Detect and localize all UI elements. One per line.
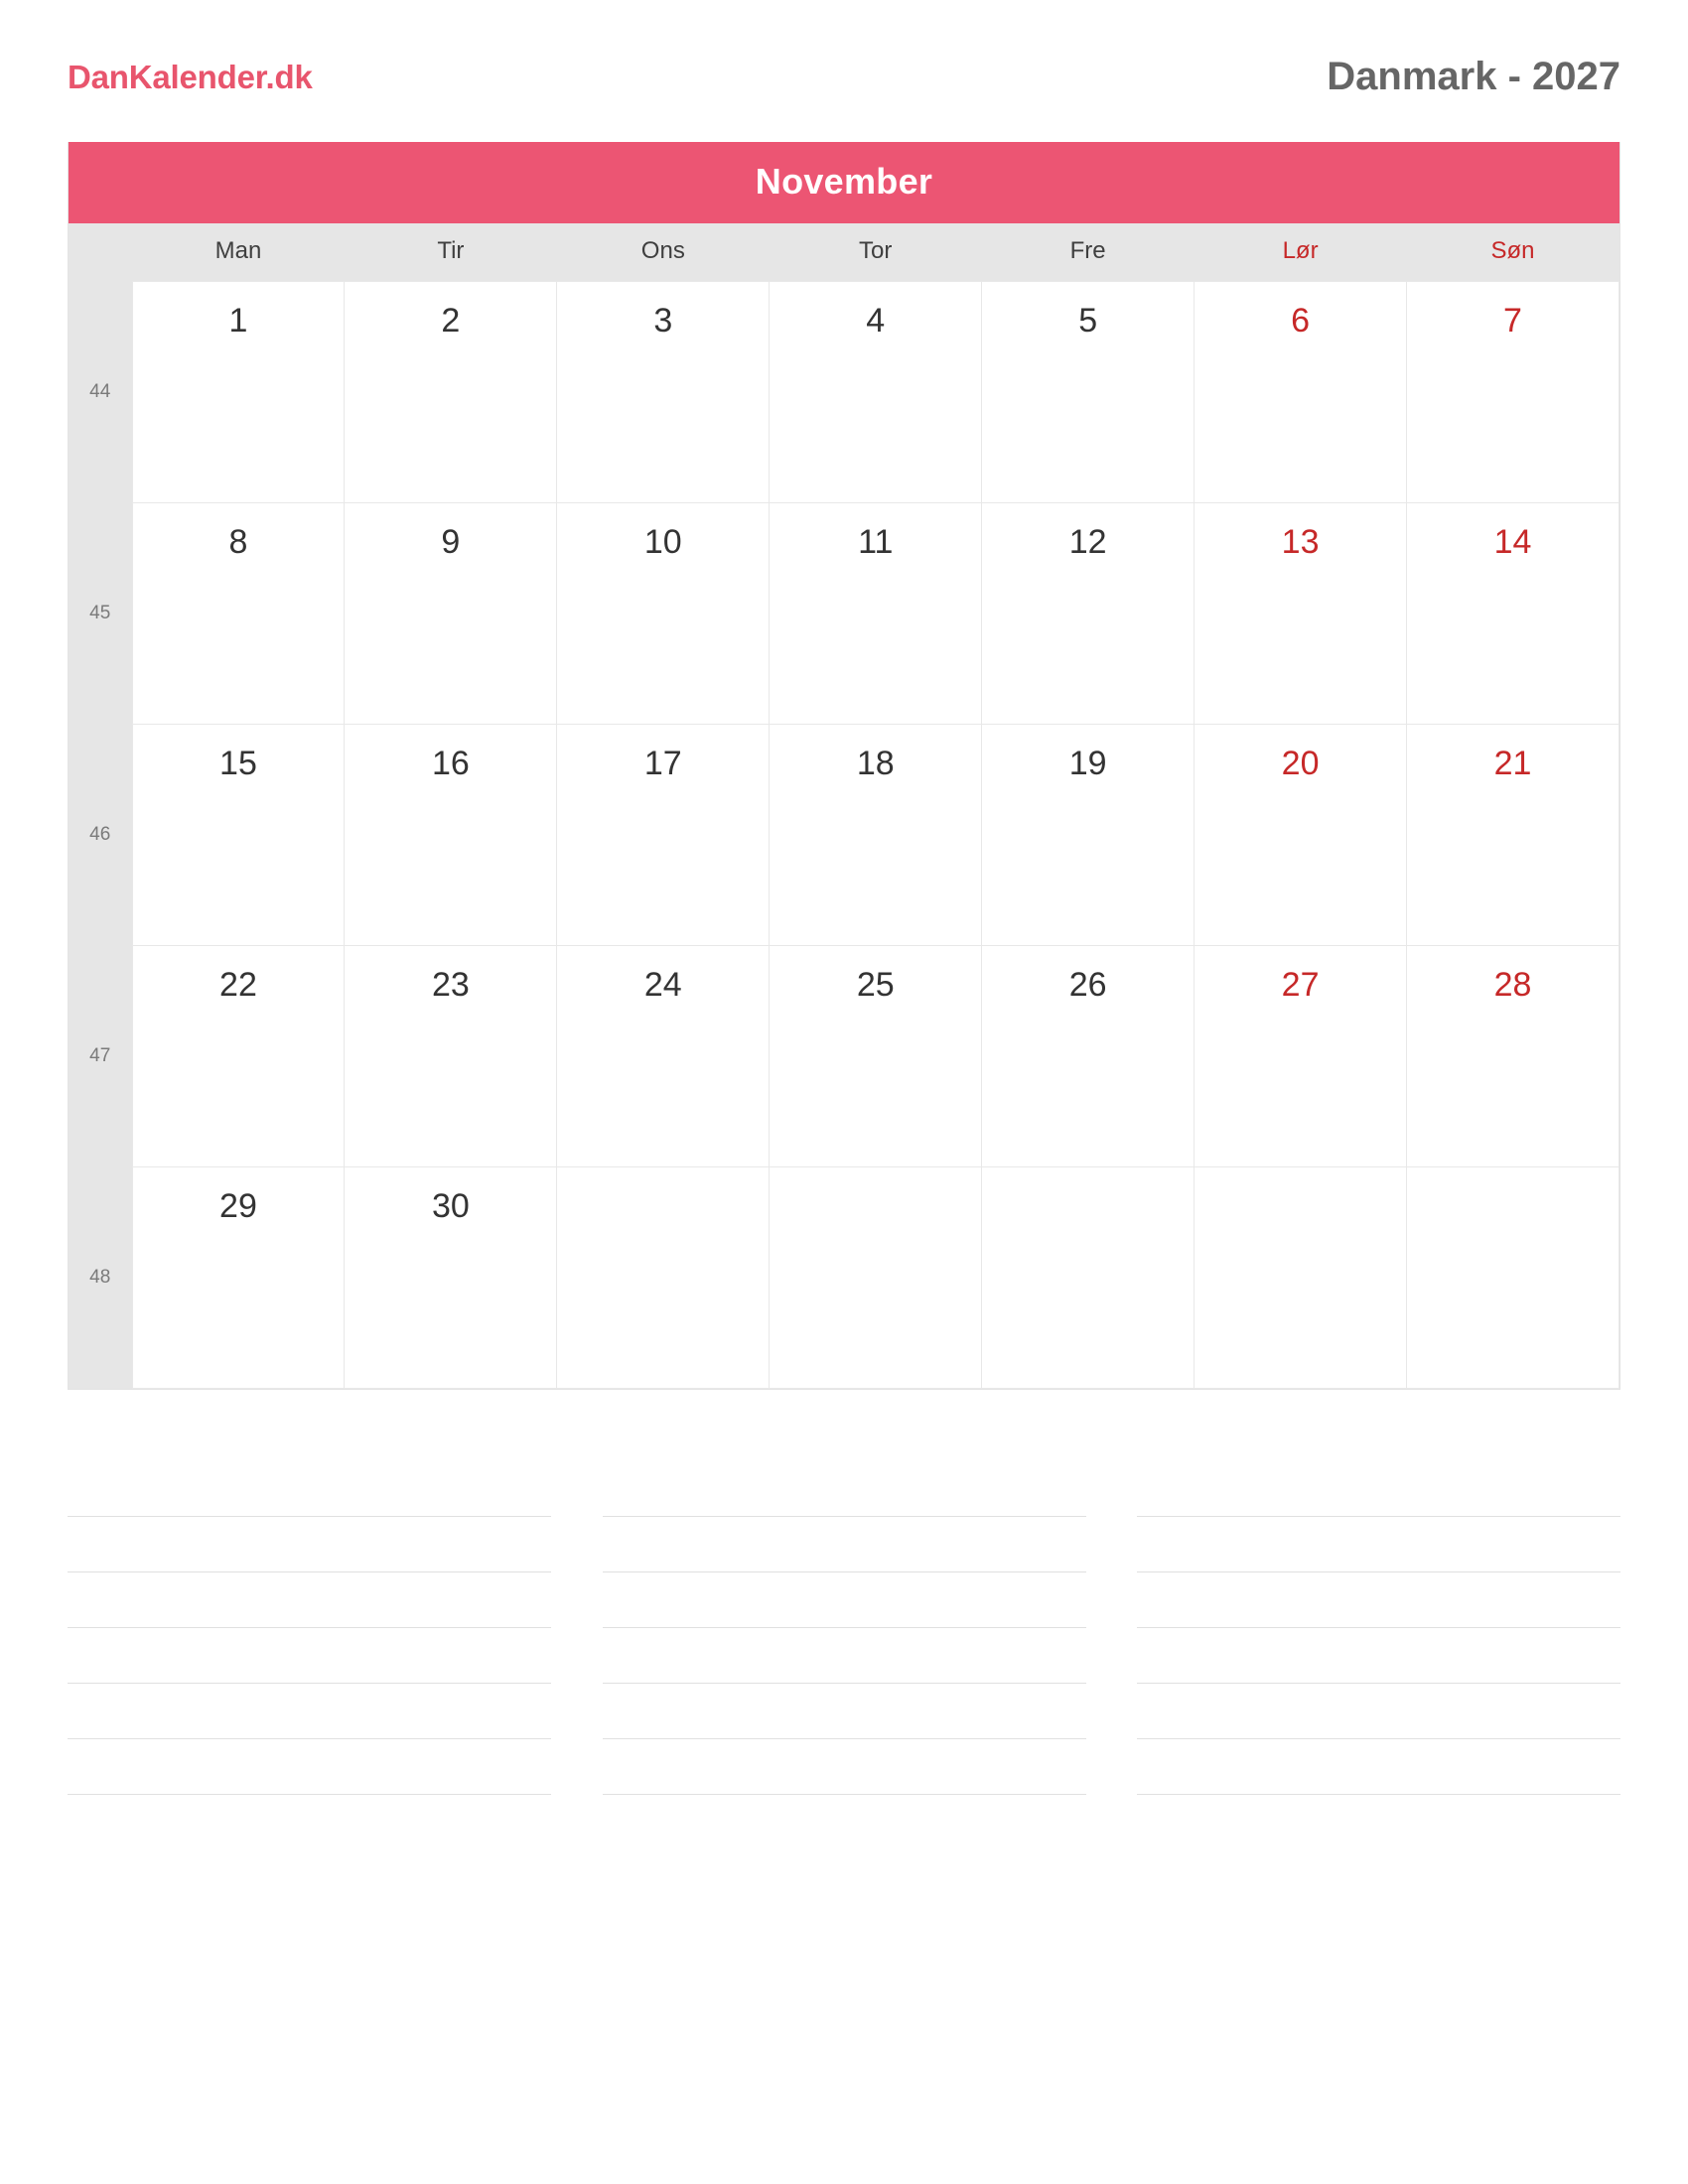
day-number: 13: [1281, 523, 1320, 561]
day-number: 2: [441, 302, 461, 340]
day-number: 18: [856, 745, 895, 782]
day-cell[interactable]: [1407, 282, 1619, 503]
calendar-week-row: [69, 503, 1619, 725]
calendar-table: [69, 223, 1619, 1389]
calendar-week-row: [69, 1167, 1619, 1389]
day-cell[interactable]: [982, 503, 1195, 725]
week-number: 46: [69, 725, 132, 946]
day-number: [1407, 1167, 1618, 1189]
week-number: 44: [69, 282, 132, 503]
day-cell[interactable]: [345, 1167, 557, 1389]
note-line[interactable]: [1137, 1461, 1620, 1517]
day-cell-empty: [557, 1167, 770, 1389]
weekday-header-lor: Lør: [1195, 223, 1407, 282]
notes-column-3: [1137, 1461, 1620, 1795]
weekday-header-row: [69, 223, 1619, 282]
day-number: 5: [1078, 302, 1098, 340]
weekday-header-fre: Fre: [982, 223, 1195, 282]
note-line[interactable]: [603, 1628, 1086, 1684]
day-cell[interactable]: [1195, 503, 1407, 725]
day-number: 12: [1068, 523, 1107, 561]
day-cell[interactable]: [770, 725, 982, 946]
day-number: 28: [1493, 966, 1532, 1004]
day-number: 29: [219, 1187, 257, 1225]
site-brand[interactable]: DanKalender.dk: [68, 58, 313, 95]
day-number: [1195, 1167, 1406, 1189]
week-number: 47: [69, 946, 132, 1167]
note-line[interactable]: [68, 1739, 551, 1795]
day-number: [557, 1167, 769, 1189]
day-cell[interactable]: [982, 946, 1195, 1167]
day-number: 6: [1291, 302, 1311, 340]
calendar-week-row: [69, 946, 1619, 1167]
day-cell[interactable]: [345, 725, 557, 946]
day-number: [770, 1167, 981, 1189]
day-cell[interactable]: [1407, 503, 1619, 725]
day-number: 16: [431, 745, 470, 782]
day-number: 30: [431, 1187, 470, 1225]
day-number: 19: [1068, 745, 1107, 782]
day-cell-empty: [982, 1167, 1195, 1389]
day-cell[interactable]: [982, 282, 1195, 503]
day-cell[interactable]: [557, 503, 770, 725]
month-title: November: [69, 142, 1619, 223]
day-cell[interactable]: [132, 282, 345, 503]
day-number: 21: [1493, 745, 1532, 782]
day-cell-empty: [1195, 1167, 1407, 1389]
note-line[interactable]: [1137, 1517, 1620, 1572]
day-number: 4: [866, 302, 886, 340]
day-number: 24: [643, 966, 682, 1004]
day-number: 20: [1281, 745, 1320, 782]
day-cell[interactable]: [770, 503, 982, 725]
day-cell[interactable]: [770, 282, 982, 503]
notes-area: [68, 1461, 1620, 1795]
day-cell[interactable]: [345, 282, 557, 503]
calendar-week-row: [69, 282, 1619, 503]
weekday-header-ons: Ons: [557, 223, 770, 282]
day-cell[interactable]: [132, 725, 345, 946]
day-number: 3: [653, 302, 673, 340]
day-cell-empty: [1407, 1167, 1619, 1389]
day-cell[interactable]: [132, 1167, 345, 1389]
day-cell-empty: [770, 1167, 982, 1389]
note-line[interactable]: [603, 1461, 1086, 1517]
day-number: 8: [228, 523, 248, 561]
weekday-header-tor: Tor: [770, 223, 982, 282]
day-cell[interactable]: [557, 946, 770, 1167]
day-number: 15: [219, 745, 257, 782]
day-cell[interactable]: [1195, 282, 1407, 503]
day-number: 7: [1503, 302, 1522, 340]
weekday-header-son: Søn: [1407, 223, 1619, 282]
note-line[interactable]: [68, 1684, 551, 1739]
weekday-header-tir: Tir: [345, 223, 557, 282]
note-line[interactable]: [68, 1572, 551, 1628]
day-number: 11: [858, 523, 894, 561]
day-cell[interactable]: [345, 946, 557, 1167]
day-cell[interactable]: [557, 282, 770, 503]
day-number: 1: [228, 302, 248, 340]
note-line[interactable]: [68, 1461, 551, 1517]
calendar-week-row: [69, 725, 1619, 946]
notes-column-1: [68, 1461, 551, 1795]
weekday-header-man: Man: [132, 223, 345, 282]
note-line[interactable]: [603, 1517, 1086, 1572]
note-line[interactable]: [603, 1739, 1086, 1795]
day-cell[interactable]: [770, 946, 982, 1167]
day-cell[interactable]: [1195, 946, 1407, 1167]
note-line[interactable]: [68, 1628, 551, 1684]
calendar-head: [69, 223, 1619, 282]
day-number: 10: [643, 523, 682, 561]
day-cell[interactable]: [1195, 725, 1407, 946]
note-line[interactable]: [1137, 1628, 1620, 1684]
note-line[interactable]: [1137, 1739, 1620, 1795]
day-number: 9: [441, 523, 461, 561]
day-cell[interactable]: [982, 725, 1195, 946]
day-number: 22: [219, 966, 257, 1004]
day-number: 27: [1281, 966, 1320, 1004]
day-number: 25: [856, 966, 895, 1004]
note-line[interactable]: [603, 1572, 1086, 1628]
note-line[interactable]: [68, 1517, 551, 1572]
day-number: 23: [431, 966, 470, 1004]
week-number: 45: [69, 503, 132, 725]
note-line[interactable]: [603, 1684, 1086, 1739]
day-cell[interactable]: [1407, 946, 1619, 1167]
calendar-container: [68, 142, 1620, 1390]
day-number: [982, 1167, 1194, 1189]
note-line[interactable]: [1137, 1684, 1620, 1739]
day-number: 26: [1068, 966, 1107, 1004]
day-cell[interactable]: [557, 725, 770, 946]
note-line[interactable]: [1137, 1572, 1620, 1628]
page-title: Danmark - 2027: [1327, 55, 1620, 98]
day-number: 17: [643, 745, 682, 782]
day-cell[interactable]: [345, 503, 557, 725]
page-header: [0, 0, 1688, 99]
notes-column-2: [603, 1461, 1086, 1795]
week-number-header: [69, 223, 132, 282]
day-cell[interactable]: [132, 946, 345, 1167]
week-number: 48: [69, 1167, 132, 1389]
day-cell[interactable]: [132, 503, 345, 725]
calendar-body: [69, 282, 1619, 1389]
day-number: 14: [1493, 523, 1532, 561]
day-cell[interactable]: [1407, 725, 1619, 946]
